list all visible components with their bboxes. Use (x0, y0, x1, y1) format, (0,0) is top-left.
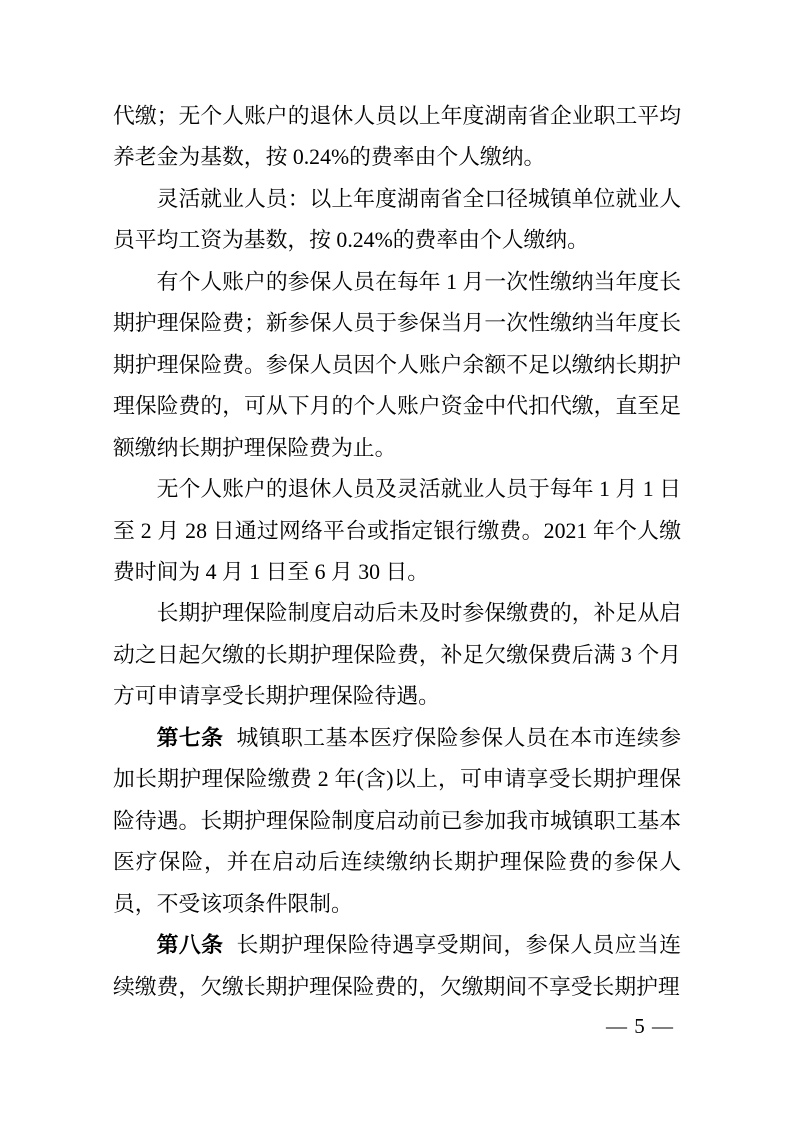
paragraph-text: 城镇职工基本医疗保险参保人员在本市连续参加长期护理保险缴费 2 年(含)以上，可申请享受长期护理保险待遇。长期护理保险制度启动前已参加我市城镇职工基本医疗保险，并在启动后连续缴纳长期护理保险费的参保人员，不受该项条件限制。 (113, 725, 681, 916)
paragraph-text: 长期护理保险制度启动后未及时参保缴费的，补足从启动之日起欠缴的长期护理保险费，补足欠缴保费后满 3 个月方可申请享受长期护理保险待遇。 (113, 601, 681, 709)
paragraph-late-enrollment (113, 593, 681, 717)
paragraph-article-eight (113, 925, 681, 1008)
article-seven-label: 第七条 (156, 725, 224, 750)
page-number: — 5 — (606, 1014, 674, 1038)
body-text (113, 96, 681, 1008)
paragraph-no-account-payment (113, 469, 681, 593)
paragraph-personal-account-payment (113, 262, 681, 469)
paragraph-text: 代缴；无个人账户的退休人员以上年度湖南省企业职工平均养老金为基数，按 0.24%的费率由个人缴纳。 (113, 104, 681, 170)
article-eight-label: 第八条 (156, 933, 224, 958)
paragraph-text: 灵活就业人员：以上年度湖南省全口径城镇单位就业人员平均工资为基数，按 0.24%的费率由个人缴纳。 (113, 186, 681, 253)
paragraph-article-seven (113, 718, 681, 925)
paragraph-flexible-workers (113, 179, 681, 262)
paragraph-continuation (113, 96, 681, 179)
paragraph-text: 有个人账户的参保人员在每年 1 月一次性缴纳当年度长期护理保险费；新参保人员于参保当月一次性缴纳当年度长期护理保险费。参保人员因个人账户余额不足以缴纳长期护理保险费的，可从下月的个人账户资金中代扣代缴，直至足额缴纳长期护理保险费为止。 (113, 269, 681, 460)
paragraph-text: 无个人账户的退休人员及灵活就业人员于每年 1 月 1 日至 2 月 28 日通过网络平台或指定银行缴费。2021 年个人缴费时间为 4 月 1 日至 6 月 30 日。 (113, 477, 681, 584)
paragraph-text: 长期护理保险待遇享受期间，参保人员应当连续缴费，欠缴长期护理保险费的，欠缴期间不享受长期护理 (113, 933, 681, 999)
